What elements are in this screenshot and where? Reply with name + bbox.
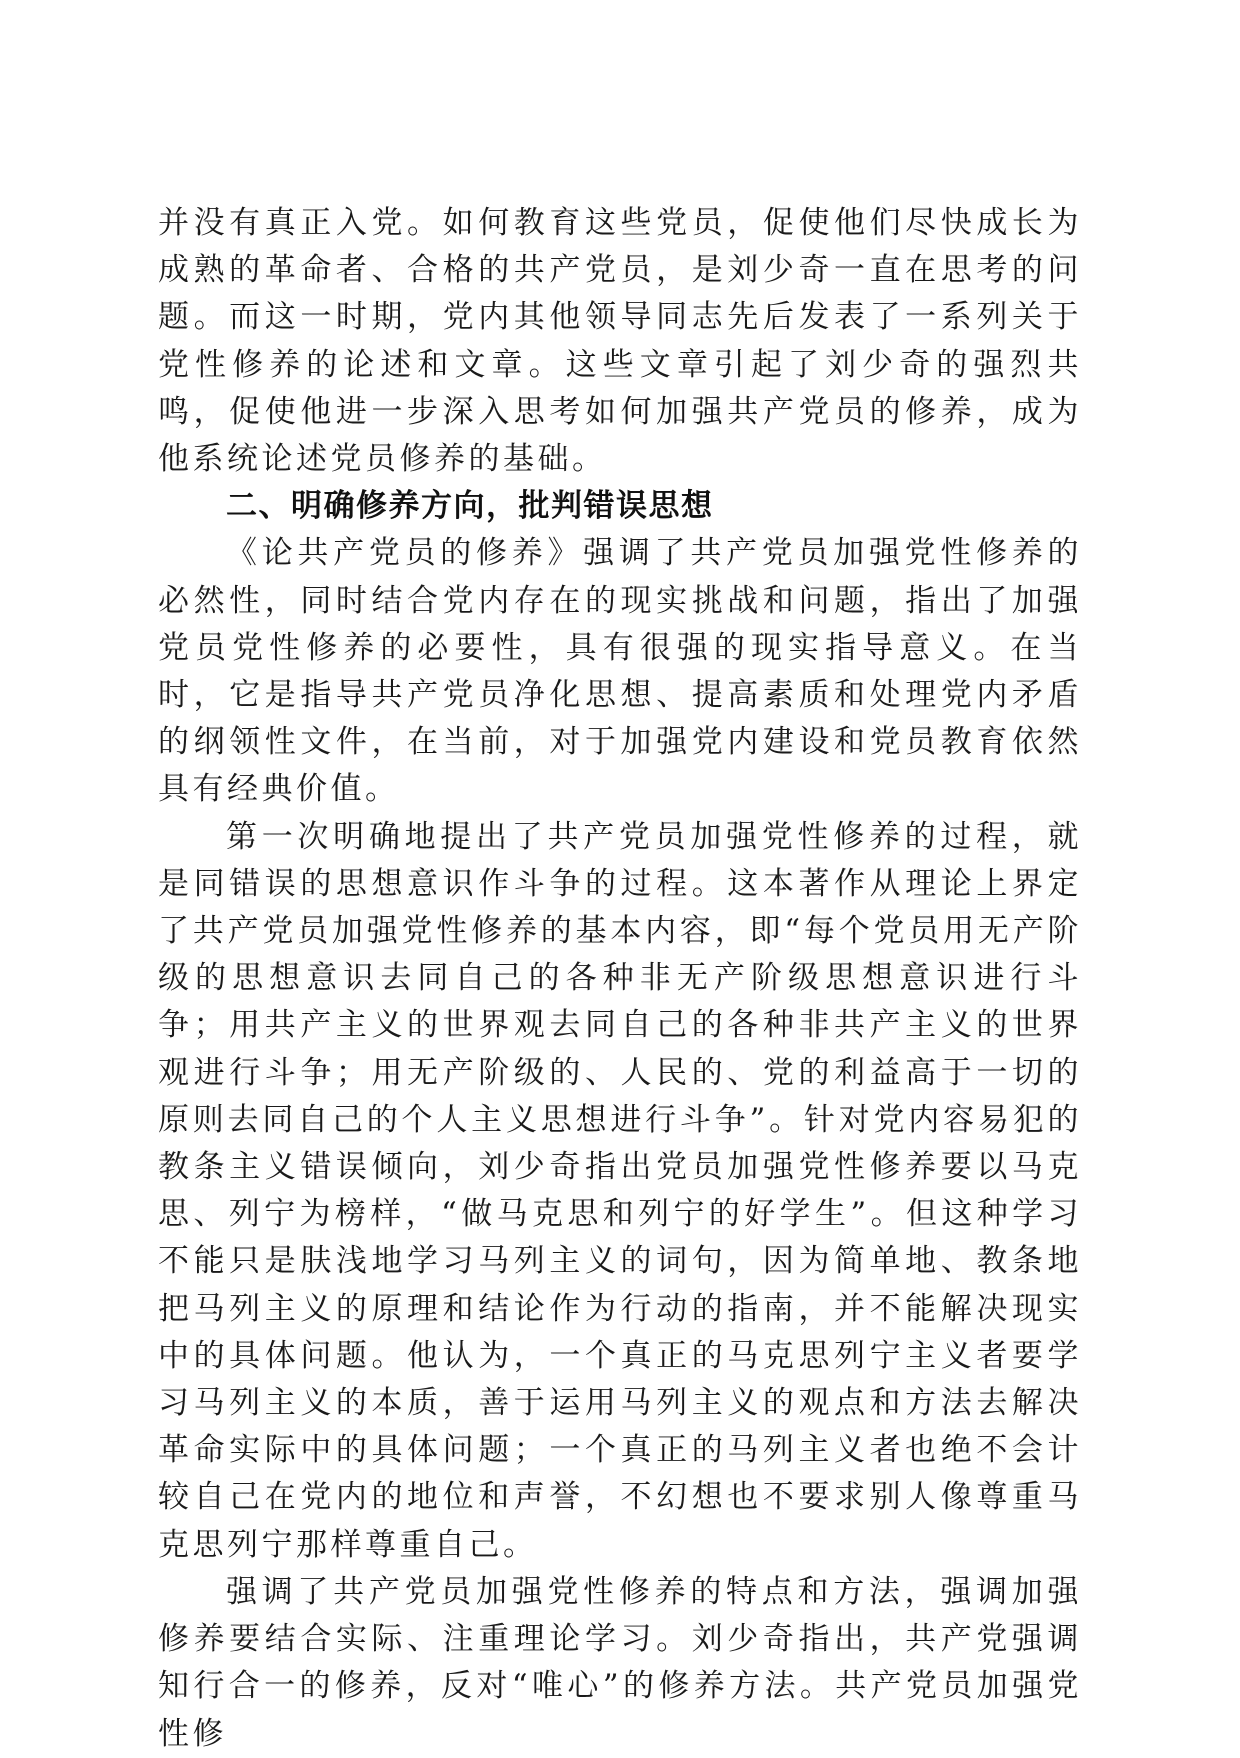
paragraph-struggle: 第一次明确地提出了共产党员加强党性修养的过程，就是同错误的思想意识作斗争的过程。这本著作从理论上界定了共产党员加强党性修养的基本内容，即“每个党员用无产阶级的思想意识去同自己的各种非无产阶级思想意识进行斗争；用共产主义的世界观去同自己的各种非共产主义的世界观进行斗争；用无产阶级的、人民的、党的利益高于一切的原则去同自己的个人主义思想进行斗争”。针对党内容易犯的教条主义错误倾向，刘少奇指出党员加强党性修养要以马克思、列宁为榜样，“做马克思和列宁的好学生”。但这种学习不能只是肤浅地学习马列主义的词句，因为简单地、教条地把马列主义的原理和结论作为行动的指南，并不能解决现实中的具体问题。他认为，一个真正的马克思列宁主义者要学习马列主义的本质，善于运用马列主义的观点和方法去解决革命实际中的具体问题；一个真正的马列主义者也绝不会计较自己在党内的地位和声誉，不幻想也不要求别人像尊重马克思列宁那样尊重自己。: [158, 818, 1082, 1563]
section-heading: 二、明确修养方向，批判错误思想: [226, 488, 714, 525]
paragraph-intro: 《论共产党员的修养》强调了共产党员加强党性修养的必然性，同时结合党内存在的现实挑战和问题，指出了加强党员党性修养的必要性，具有很强的现实指导意义。在当时，它是指导共产党员净化思想、提高素质和处理党内矛盾的纲领性文件，在当前，对于加强党内建设和党员教育依然具有经典价值。: [158, 535, 1082, 808]
paragraph-methods: 强调了共产党员加强党性修养的特点和方法，强调加强修养要结合实际、注重理论学习。刘少奇指出，共产党强调知行合一的修养，反对“唯心”的修养方法。共产党员加强党性修: [158, 1573, 1082, 1752]
document-body: [158, 200, 1082, 1758]
paragraph-continuation: 并没有真正入党。如何教育这些党员，促使他们尽快成长为成熟的革命者、合格的共产党员，是刘少奇一直在思考的问题。而这一时期，党内其他领导同志先后发表了一系列关于党性修养的论述和文章。这些文章引起了刘少奇的强烈共鸣，促使他进一步深入思考如何加强共产党员的修养，成为他系统论述党员修养的基础。: [158, 205, 1082, 478]
